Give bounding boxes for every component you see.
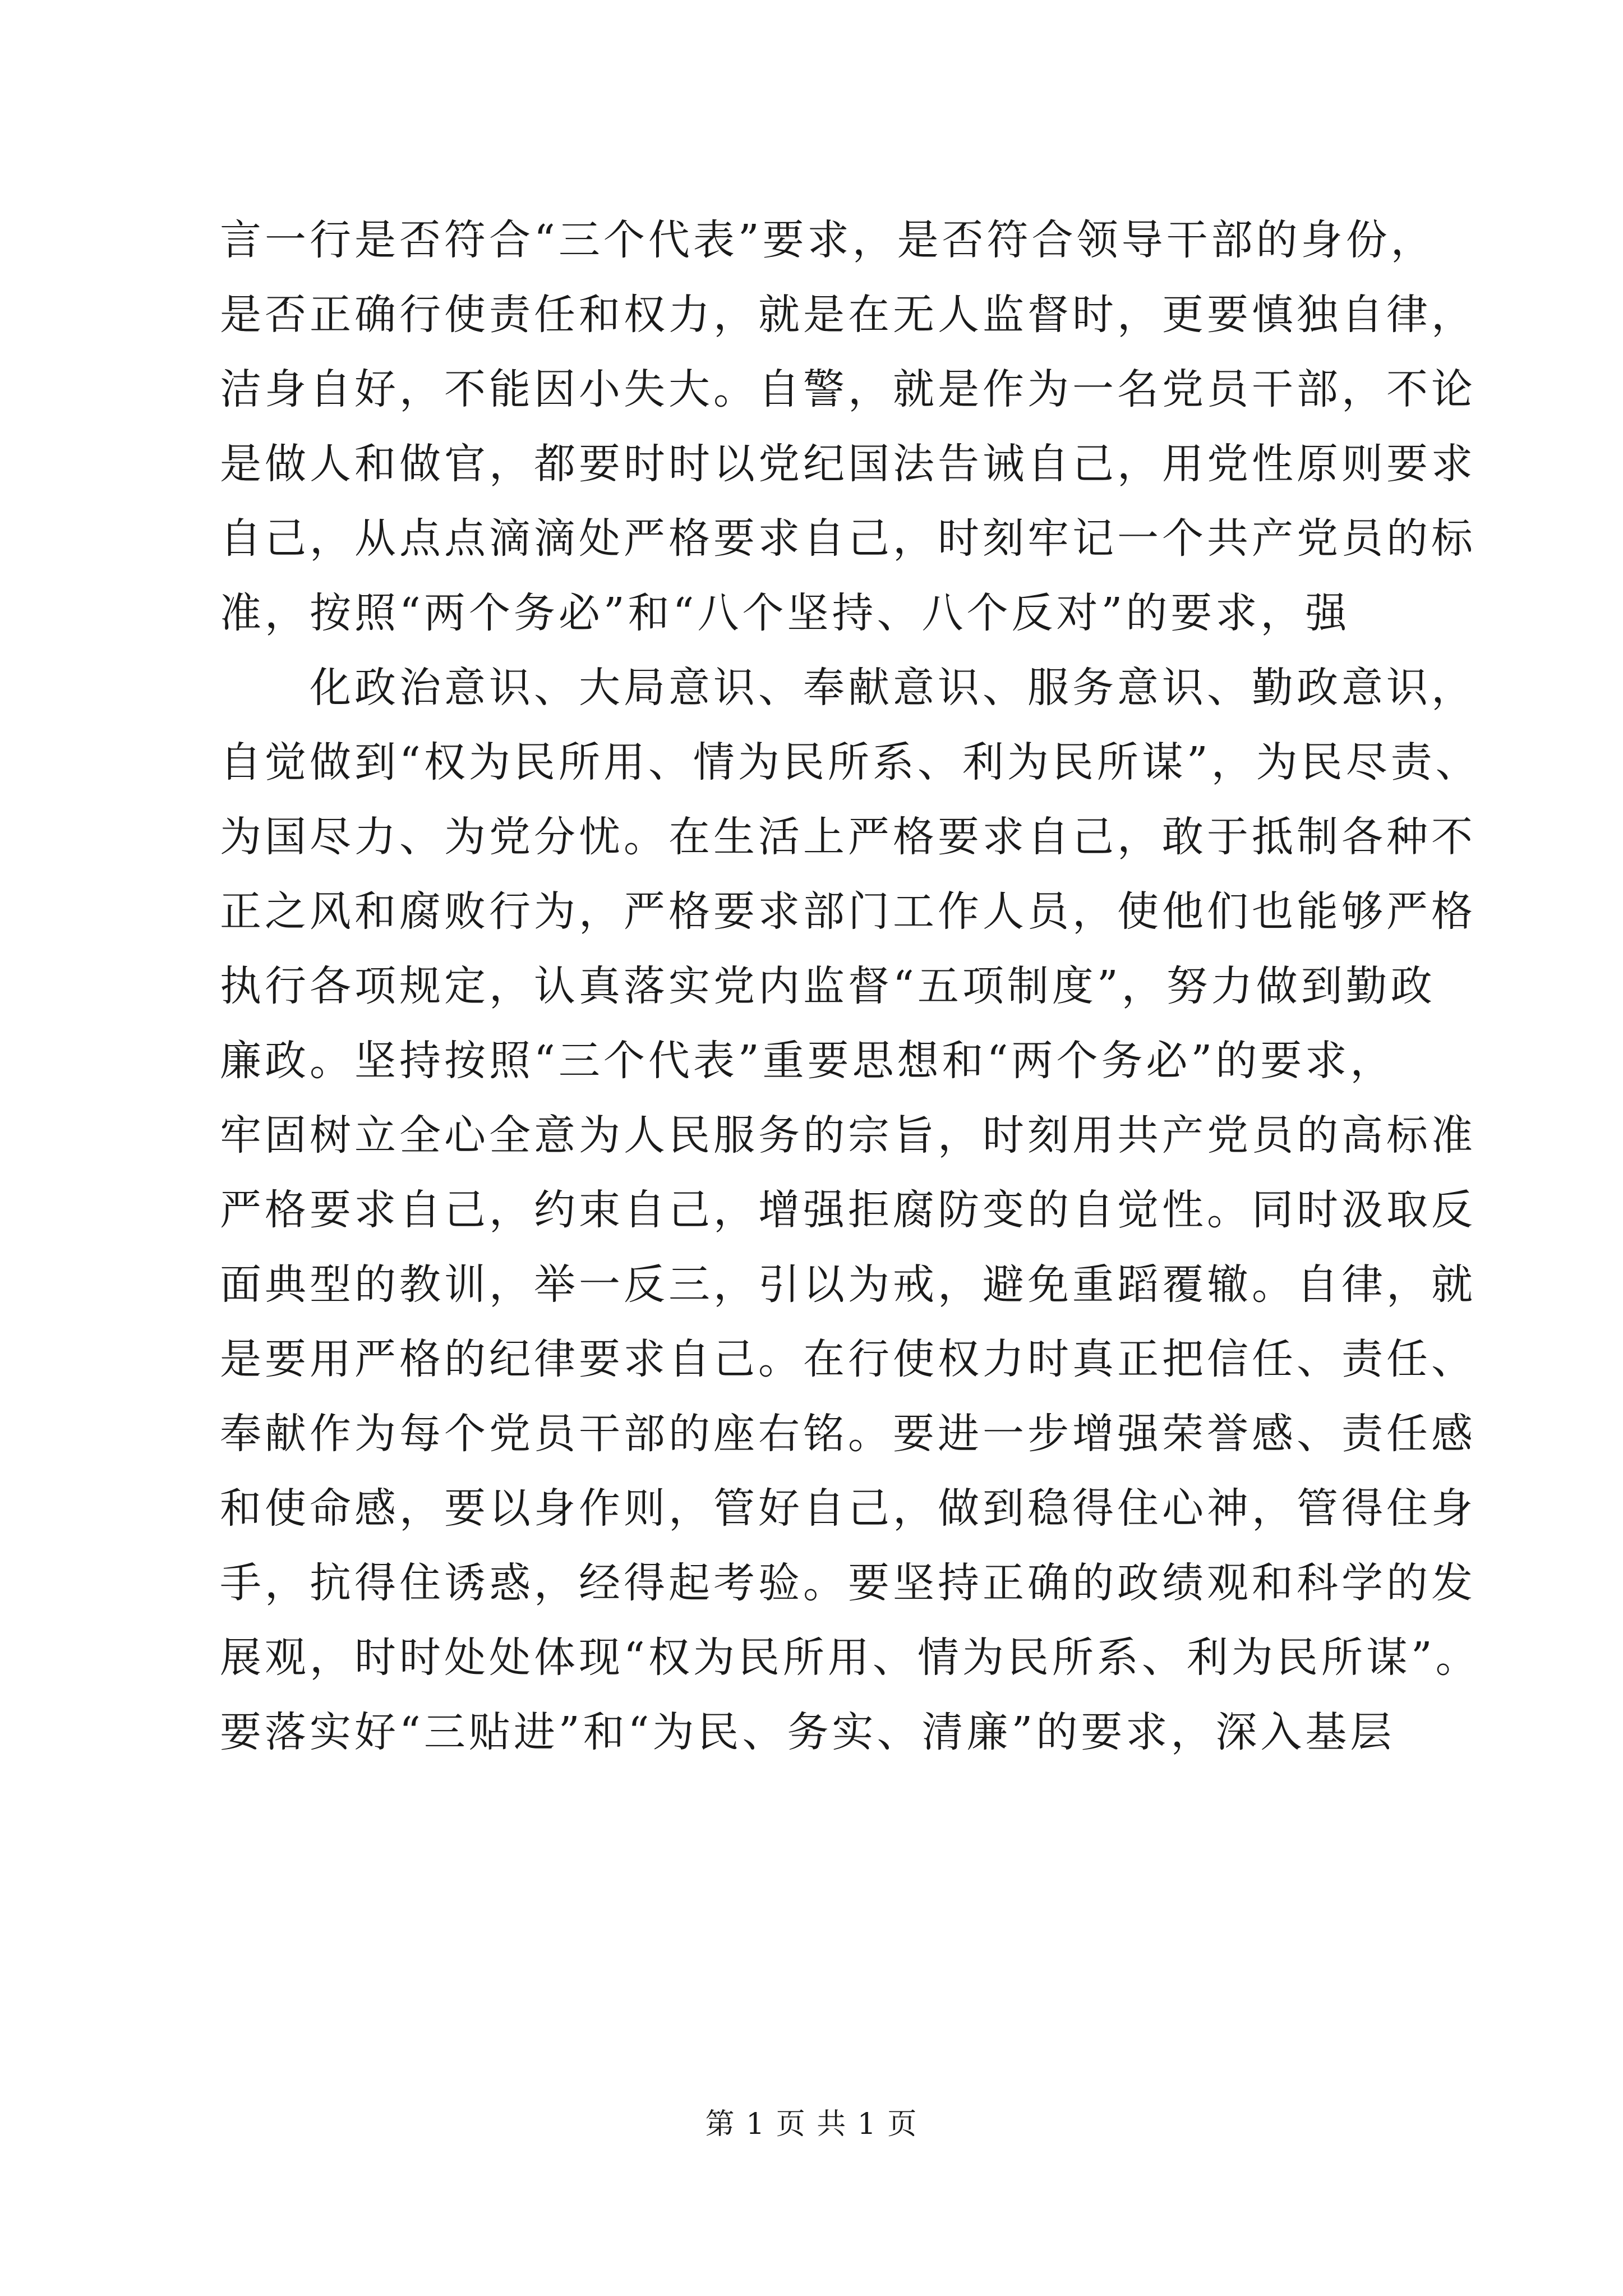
text-line: 自觉做到“权为民所用、情为民所系、利为民所谋”，为民尽责、	[220, 738, 1481, 786]
text-line: 廉政。坚持按照“三个代表”重要思想和“两个务必”的要求，	[220, 1037, 1395, 1085]
page-footer: 第 1 页 共 1 页	[705, 2108, 918, 2141]
text-line: 洁身自好，不能因小失大。自警，就是作为一名党员干部，不论	[220, 365, 1476, 413]
text-line: 奉献作为每个党员干部的座右铭。要进一步增强荣誉感、责任感	[220, 1410, 1476, 1458]
text-line: 正之风和腐败行为，严格要求部门工作人员，使他们也能够严格	[220, 887, 1476, 936]
text-line: 面典型的教训，举一反三，引以为戒，避免重蹈覆辙。自律，就	[220, 1260, 1476, 1309]
text-line: 严格要求自己，约束自己，增强拒腐防变的自觉性。同时汲取反	[220, 1186, 1476, 1234]
text-line: 牢固树立全心全意为人民服务的宗旨，时刻用共产党员的高标准	[220, 1111, 1476, 1159]
text-line: 和使命感，要以身作则，管好自己，做到稳得住心神，管得住身	[220, 1484, 1476, 1533]
text-line: 化政治意识、大局意识、奉献意识、服务意识、勤政意识，	[310, 664, 1476, 712]
text-line: 展观，时时处处体现“权为民所用、情为民所系、利为民所谋”。	[220, 1634, 1481, 1682]
text-line: 是否正确行使责任和权力，就是在无人监督时，更要慎独自律，	[220, 291, 1476, 339]
text-line: 手，抗得住诱惑，经得起考验。要坚持正确的政绩观和科学的发	[220, 1559, 1476, 1607]
text-line: 自己，从点点滴滴处严格要求自己，时刻牢记一个共产党员的标	[220, 514, 1476, 563]
text-line: 言一行是否符合“三个代表”要求，是否符合领导干部的身份，	[220, 216, 1436, 264]
text-line: 是要用严格的纪律要求自己。在行使权力时真正把信任、责任、	[220, 1335, 1476, 1383]
text-line: 准，按照“两个务必”和“八个坚持、八个反对”的要求，强	[220, 589, 1350, 637]
text-line: 是做人和做官，都要时时以党纪国法告诫自己，用党性原则要求	[220, 440, 1476, 488]
text-line: 执行各项规定，认真落实党内监督“五项制度”，努力做到勤政	[220, 962, 1436, 1010]
text-line: 要落实好“三贴进”和“为民、务实、清廉”的要求，深入基层	[220, 1708, 1395, 1756]
body-text	[220, 203, 1481, 1770]
text-line: 为国尽力、为党分忧。在生活上严格要求自己，敢于抵制各种不	[220, 813, 1476, 861]
